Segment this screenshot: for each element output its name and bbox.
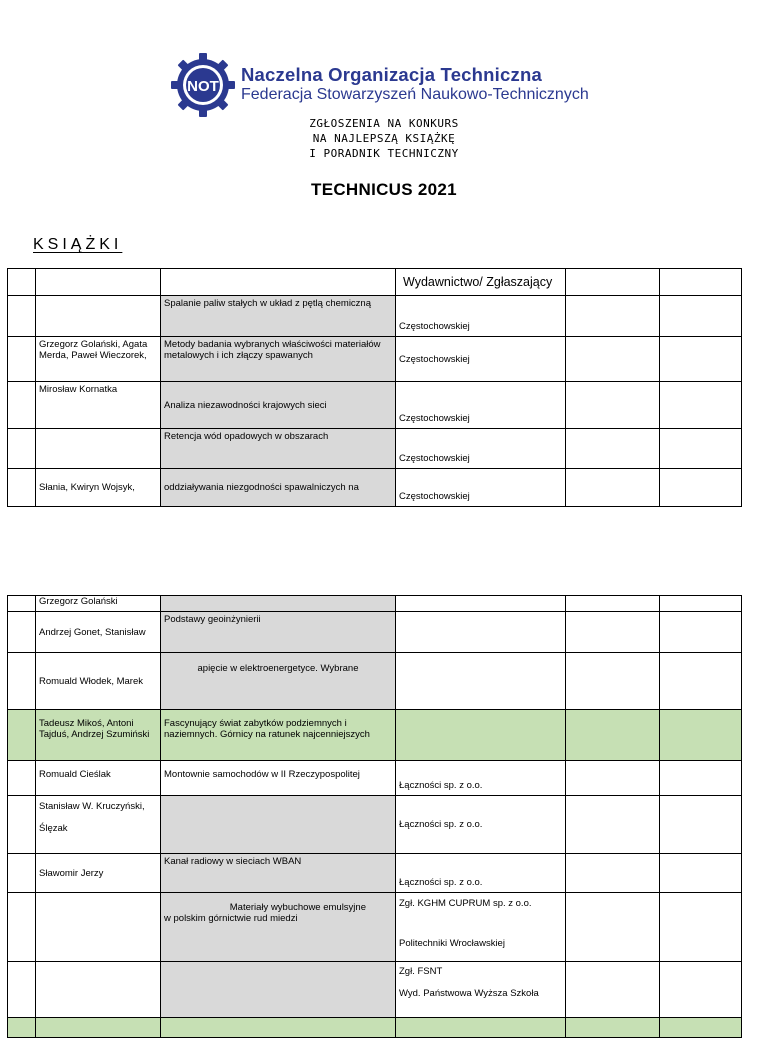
publisher-cell xyxy=(396,596,566,612)
table-cell xyxy=(660,1018,742,1038)
title-cell: oddziaływania niezgodności spawalniczych na xyxy=(161,469,396,507)
table-cell xyxy=(8,429,36,469)
publisher-line: Wyd. Państwowa Wyższa Szkoła xyxy=(399,988,539,999)
table-cell xyxy=(566,893,660,962)
table-cell xyxy=(660,893,742,962)
publisher-cell: Łączności sp. z o.o. xyxy=(396,854,566,893)
table-cell xyxy=(8,893,36,962)
publisher-cell xyxy=(396,612,566,653)
authors-cell: Romuald Cieślak xyxy=(36,761,161,796)
publisher-line: Zgł. KGHM CUPRUM sp. z o.o. xyxy=(399,898,532,909)
table-cell xyxy=(566,962,660,1018)
books-table-1 xyxy=(7,268,742,507)
table-row xyxy=(8,761,742,796)
authors-line: Ślęzak xyxy=(39,823,68,834)
authors-cell xyxy=(36,429,161,469)
table-header-row xyxy=(8,269,742,296)
authors-cell: Andrzej Gonet, Stanisław xyxy=(36,612,161,653)
not-gear-logo xyxy=(170,52,236,118)
publisher-cell: Częstochowskiej xyxy=(396,469,566,507)
title-cell: Metody badania wybranych właściwości materiałów metalowych i ich złączy spawanych xyxy=(161,337,396,382)
table-cell xyxy=(161,1018,396,1038)
table-cell xyxy=(566,596,660,612)
table-cell xyxy=(566,761,660,796)
authors-cell: Sławomir Jerzy xyxy=(36,854,161,893)
contest-line: NA NAJLEPSZĄ KSIĄŻKĘ xyxy=(312,132,456,145)
document-header xyxy=(0,0,768,253)
table-cell xyxy=(566,653,660,710)
page-title: TECHNICUS 2021 xyxy=(311,180,457,199)
publisher-cell xyxy=(396,653,566,710)
table-cell xyxy=(8,469,36,507)
table-cell xyxy=(660,761,742,796)
table-cell xyxy=(161,269,396,296)
title-cell: Kanał radiowy w sieciach WBAN xyxy=(161,854,396,893)
table-cell xyxy=(8,296,36,337)
books-table-2 xyxy=(7,595,742,1038)
org-name: Naczelna Organizacja Techniczna xyxy=(241,64,542,85)
publisher-column-header: Wydawnictwo/ Zgłaszający xyxy=(396,269,566,296)
table-cell xyxy=(566,854,660,893)
table-row xyxy=(8,893,742,962)
authors-cell: Grzegorz Golański xyxy=(36,596,161,612)
table-cell xyxy=(660,854,742,893)
table-cell xyxy=(566,382,660,429)
table-row xyxy=(8,382,742,429)
table-row xyxy=(8,796,742,854)
table-cell xyxy=(660,296,742,337)
contest-line: ZGŁOSZENIA NA KONKURS xyxy=(309,117,459,130)
publisher-cell: Łączności sp. z o.o. xyxy=(396,761,566,796)
table-cell xyxy=(8,596,36,612)
title-cell xyxy=(161,653,396,710)
table-cell xyxy=(36,269,161,296)
table-row-highlighted xyxy=(8,1018,742,1038)
table-cell xyxy=(8,710,36,761)
publisher-cell xyxy=(396,893,566,962)
table-cell xyxy=(660,429,742,469)
authors-cell: Słania, Kwiryn Wojsyk, xyxy=(36,469,161,507)
table-cell xyxy=(8,761,36,796)
table-row xyxy=(8,653,742,710)
table-cell xyxy=(8,382,36,429)
authors-line: Stanisław W. Kruczyński, xyxy=(39,801,145,812)
table-row xyxy=(8,962,742,1018)
title-cell: Montownie samochodów w II Rzeczypospolitej xyxy=(161,761,396,796)
table-cell xyxy=(8,962,36,1018)
table-row xyxy=(8,612,742,653)
table-cell xyxy=(660,596,742,612)
title-cell: Spalanie paliw stałych w układ z pętlą chemiczną xyxy=(161,296,396,337)
table-cell xyxy=(660,469,742,507)
authors-cell: Romuald Włodek, Marek xyxy=(36,653,161,710)
table-cell xyxy=(566,296,660,337)
publisher-cell xyxy=(396,962,566,1018)
table-cell xyxy=(660,962,742,1018)
org-subtitle: Federacja Stowarzyszeń Naukowo-Technicznych xyxy=(241,86,589,103)
table-cell xyxy=(660,269,742,296)
table-cell xyxy=(566,469,660,507)
authors-cell xyxy=(36,962,161,1018)
authors-cell: Grzegorz Golański, Agata Merda, Paweł Wieczorek, xyxy=(36,337,161,382)
publisher-cell: Częstochowskiej xyxy=(396,337,566,382)
table-cell xyxy=(8,653,36,710)
table-cell xyxy=(660,653,742,710)
title-cell xyxy=(161,893,396,962)
table-row xyxy=(8,596,742,612)
table-row xyxy=(8,296,742,337)
table-cell xyxy=(660,796,742,854)
table-cell xyxy=(36,1018,161,1038)
publisher-cell: Częstochowskiej xyxy=(396,382,566,429)
table-cell xyxy=(396,1018,566,1038)
publisher-cell: Łączności sp. z o.o. xyxy=(396,796,566,854)
table-cell xyxy=(8,337,36,382)
table-cell xyxy=(566,612,660,653)
table-cell xyxy=(660,382,742,429)
authors-cell xyxy=(36,296,161,337)
title-cell: Fascynujący świat zabytków podziemnych i naziemnych. Górnicy na ratunek najcenniejszych xyxy=(161,710,396,761)
table-cell xyxy=(566,796,660,854)
publisher-line: Zgł. FSNT xyxy=(399,966,443,977)
title-cell: Retencja wód opadowych w obszarach xyxy=(161,429,396,469)
table-row xyxy=(8,854,742,893)
table-cell xyxy=(8,796,36,854)
title-cell: Analiza niezawodności krajowych sieci xyxy=(161,382,396,429)
title-line: Materiały wybuchowe emulsyjne xyxy=(229,902,366,913)
title-cell xyxy=(161,962,396,1018)
table-cell xyxy=(566,1018,660,1038)
authors-cell: Mirosław Kornatka xyxy=(36,382,161,429)
table-cell xyxy=(566,429,660,469)
title-line: w polskim górnictwie rud miedzi xyxy=(164,913,298,924)
authors-cell: Tadeusz Mikoś, Antoni Tajduś, Andrzej Szumiński xyxy=(36,710,161,761)
contest-line: I PORADNIK TECHNICZNY xyxy=(309,147,459,160)
title-cell xyxy=(161,596,396,612)
table-cell xyxy=(8,612,36,653)
authors-cell xyxy=(36,796,161,854)
table-cell xyxy=(566,710,660,761)
table-cell xyxy=(8,269,36,296)
title-text: apięcie w elektroenergetyce. Wybrane xyxy=(197,663,359,674)
table-row xyxy=(8,337,742,382)
table-cell xyxy=(660,710,742,761)
table-cell xyxy=(566,337,660,382)
title-cell: Podstawy geoinżynierii xyxy=(161,612,396,653)
publisher-cell: Częstochowskiej xyxy=(396,296,566,337)
publisher-cell: Częstochowskiej xyxy=(396,429,566,469)
table-row xyxy=(8,429,742,469)
authors-cell xyxy=(36,893,161,962)
table-cell xyxy=(8,1018,36,1038)
logo-text: NOT xyxy=(187,78,219,95)
publisher-cell xyxy=(396,710,566,761)
contest-heading xyxy=(0,116,768,161)
title-cell xyxy=(161,796,396,854)
table-cell xyxy=(660,337,742,382)
publisher-line: Politechniki Wrocławskiej xyxy=(399,938,505,949)
table-cell xyxy=(566,269,660,296)
table-cell xyxy=(8,854,36,893)
table-cell xyxy=(660,612,742,653)
table-row xyxy=(8,469,742,507)
section-heading: KSIĄŻKI xyxy=(33,236,123,253)
table-row-highlighted xyxy=(8,710,742,761)
